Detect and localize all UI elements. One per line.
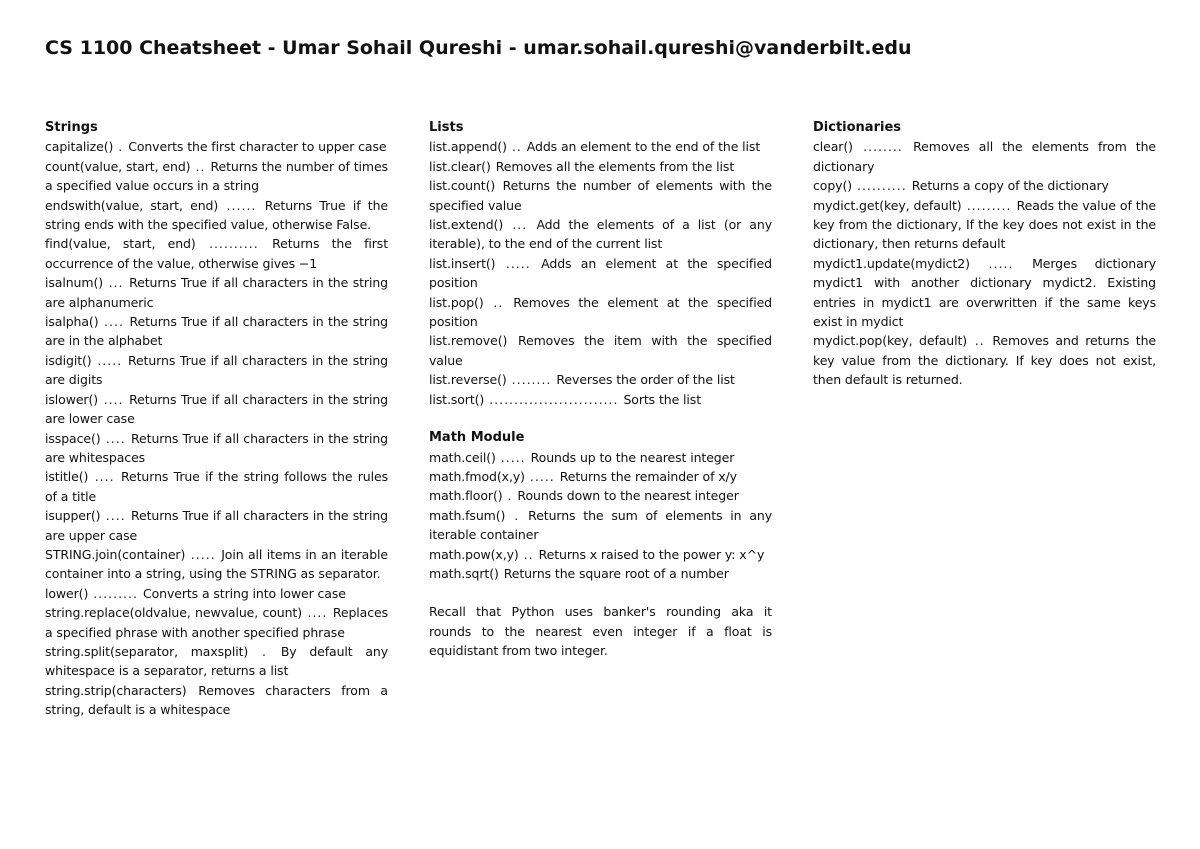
dict-method-entry [813, 254, 1156, 332]
function-description: Returns True if all characters in the string are whitespaces [45, 430, 388, 465]
leader-dots: ........ [506, 372, 557, 388]
strings-list [45, 137, 388, 719]
leader-dots: . [502, 488, 518, 504]
leader-dots: ..... [91, 352, 128, 368]
leader-dots: .... [100, 508, 131, 524]
function-description: Removes the item with the specified value [429, 333, 772, 368]
string-method-entry [45, 312, 388, 351]
leader-dots: .. [967, 333, 993, 349]
leader-dots: .... [302, 605, 333, 621]
leader-dots: .... [100, 430, 132, 446]
leader-dots: ... [103, 275, 130, 291]
function-name: math.ceil() [429, 449, 496, 465]
function-description: Returns x raised to the power y: x^y [538, 546, 765, 562]
list-method-entry [429, 293, 772, 332]
leader-dots: .... [98, 391, 130, 407]
dict-method-entry [813, 196, 1156, 254]
leader-dots: .......... [852, 178, 912, 194]
function-description: Rounds down to the nearest integer [517, 488, 739, 504]
string-method-entry [45, 467, 388, 506]
leader-dots: ........ [852, 139, 914, 155]
function-description: Adds an element to the end of the list [526, 139, 761, 155]
function-description: Replaces a specified phrase with another specified phrase [45, 605, 388, 640]
math-function-entry [429, 564, 772, 583]
math-function-entry [429, 545, 772, 564]
function-description: Returns the number of times a specified value occurs in a string [45, 158, 388, 194]
function-description: By default any whitespace is a separator, returns a list [45, 643, 388, 679]
string-method-entry [45, 681, 388, 720]
leader-dots: . [113, 139, 129, 155]
list-method-entry [429, 390, 772, 409]
string-method-entry [45, 196, 388, 235]
function-name: math.sqrt() [429, 565, 499, 581]
function-description: Returns the square root of a number [503, 565, 729, 581]
function-name: istitle() [45, 469, 89, 485]
lists-heading: Lists [429, 120, 464, 135]
string-method-entry [45, 390, 388, 429]
math-function-entry [429, 448, 772, 467]
function-name: isalpha() [45, 314, 99, 330]
banker-rounding-note: Recall that Python uses banker's rounding aka it rounds to the nearest even integer if a float is equidistant from two integer. [429, 604, 772, 659]
string-method-entry [45, 603, 388, 642]
leader-dots: ..... [524, 468, 560, 484]
dictionaries-list [813, 137, 1156, 389]
string-method-entry [45, 545, 388, 584]
function-description: Rounds up to the nearest integer [530, 449, 735, 465]
function-name: mydict.pop(key, default) [813, 333, 968, 349]
leader-dots: .. [518, 546, 539, 562]
function-name: endswith(value, start, end) [45, 197, 219, 213]
string-method-entry [45, 157, 388, 196]
function-name: count(value, start, end) [45, 158, 191, 174]
string-method-entry [45, 234, 388, 273]
function-description: Removes all the elements from the list [495, 158, 735, 174]
leader-dots: ..... [495, 255, 542, 271]
function-description: Adds an element at the specified position [429, 255, 772, 291]
function-description: Converts the first character to upper case [128, 139, 387, 155]
leader-dots: ..... [185, 546, 222, 562]
function-description: Returns True if all characters in the string are digits [45, 352, 388, 388]
string-method-entry [45, 137, 388, 156]
function-description: Sorts the list [623, 391, 702, 407]
dict-method-entry [813, 176, 1156, 195]
lists-list [429, 137, 772, 409]
function-name: list.reverse() [429, 372, 507, 388]
leader-dots: . [505, 507, 529, 523]
function-name: STRING.join(container) [45, 546, 186, 562]
leader-dots: .. [190, 158, 211, 174]
leader-dots: .... [88, 469, 122, 485]
math-function-entry [429, 467, 772, 486]
function-description: Reads the value of the key from the dictionary, If the key does not exist in the dictionary, then returns default [813, 197, 1156, 252]
dictionaries-column [813, 118, 1156, 390]
function-name: list.count() [429, 178, 496, 194]
function-name: capitalize() [45, 139, 114, 155]
leader-dots: .......... [195, 236, 273, 252]
function-description: Returns True if all characters in the string are upper case [45, 508, 388, 543]
strings-column [45, 118, 388, 720]
strings-heading: Strings [45, 120, 98, 135]
function-description: Returns True if all characters in the string are lower case [45, 391, 388, 427]
function-name: copy() [813, 178, 853, 194]
leader-dots: .... [98, 314, 130, 330]
leader-dots: .......................... [484, 391, 624, 407]
leader-dots: ... [503, 217, 537, 233]
string-method-entry [45, 506, 388, 545]
leader-dots: ......... [88, 585, 143, 601]
leader-dots [507, 333, 518, 348]
leader-dots: . [248, 643, 281, 659]
function-name: list.insert() [429, 255, 496, 271]
function-name: mydict.get(key, default) [813, 197, 962, 213]
function-name: find(value, start, end) [45, 236, 196, 252]
function-name: list.extend() [429, 217, 504, 233]
leader-dots: ..... [969, 255, 1033, 271]
function-name: math.pow(x,y) [429, 546, 519, 562]
string-method-entry [45, 642, 388, 681]
function-name: math.floor() [429, 488, 503, 504]
function-description: Returns the remainder of x/y [559, 468, 737, 484]
leader-dots: ...... [218, 197, 265, 213]
string-method-entry [45, 273, 388, 312]
leader-dots: .. [483, 294, 514, 310]
dict-method-entry [813, 137, 1156, 176]
function-description: Join all items in an iterable container into a string, using the STRING as separator. [45, 546, 388, 582]
function-description: Returns True if the string follows the rules of a title [45, 469, 388, 504]
leader-dots: .. [506, 139, 527, 155]
function-description: Returns the number of elements with the specified value [429, 178, 772, 213]
function-name: clear() [813, 139, 853, 155]
list-method-entry [429, 157, 772, 176]
function-description: Removes and returns the key value from the dictionary. If key does not exist, then default is returned. [813, 333, 1156, 388]
page-title: CS 1100 Cheatsheet - Umar Sohail Qureshi - umar.sohail.qureshi@vanderbilt.edu [45, 37, 912, 59]
function-description: Removes the element at the specified position [429, 294, 772, 330]
function-description: Returns True if all characters in the string are in the alphabet [45, 314, 388, 349]
function-description: Returns a copy of the dictionary [911, 178, 1109, 194]
string-method-entry [45, 584, 388, 603]
function-name: islower() [45, 391, 99, 407]
list-method-entry [429, 137, 772, 156]
list-method-entry [429, 215, 772, 254]
function-name: list.remove() [429, 333, 508, 349]
function-description: Returns the sum of elements in any iterable container [429, 507, 772, 543]
function-name: isalnum() [45, 275, 103, 291]
function-description: Returns the first occurrence of the value, otherwise gives −1 [45, 236, 389, 271]
leader-dots [187, 683, 199, 698]
function-name: list.sort() [429, 391, 485, 407]
list-method-entry [429, 254, 772, 293]
list-method-entry [429, 331, 772, 370]
function-name: math.fsum() [429, 507, 506, 523]
leader-dots: ..... [495, 449, 531, 465]
function-description: Add the elements of a list (or any iterable), to the end of the current list [429, 217, 772, 252]
function-name: lower() [45, 585, 89, 601]
math-list [429, 448, 772, 584]
function-name: isspace() [45, 430, 101, 446]
function-description: Returns True if the string ends with the specified value, otherwise False. [45, 197, 388, 233]
leader-dots [495, 178, 502, 193]
function-name: list.clear() [429, 158, 491, 174]
function-name: list.append() [429, 139, 507, 155]
list-method-entry [429, 370, 772, 389]
function-name: string.replace(oldvalue, newvalue, count) [45, 605, 303, 621]
leader-dots: ......... [961, 197, 1017, 213]
lists-math-column [429, 118, 772, 661]
math-function-entry [429, 506, 772, 545]
function-name: string.split(separator, maxsplit) [45, 643, 249, 659]
list-method-entry [429, 176, 772, 215]
string-method-entry [45, 429, 388, 468]
math-function-entry [429, 486, 772, 505]
function-description: Removes characters from a string, default is a whitespace [45, 682, 388, 718]
dictionaries-heading: Dictionaries [813, 120, 902, 135]
function-name: math.fmod(x,y) [429, 468, 525, 484]
string-method-entry [45, 351, 388, 390]
function-name: list.pop() [429, 294, 484, 310]
function-description: Removes all the elements from the dictionary [813, 139, 1156, 174]
function-description: Converts a string into lower case [142, 585, 346, 601]
math-heading: Math Module [429, 430, 525, 446]
function-description: Returns True if all characters in the string are alphanumeric [45, 275, 388, 310]
dict-method-entry [813, 331, 1156, 389]
function-name: string.strip(characters) [45, 682, 187, 698]
function-name: isdigit() [45, 352, 92, 368]
function-name: isupper() [45, 508, 101, 524]
function-description: Reverses the order of the list [556, 372, 735, 388]
function-description: Merges dictionary mydict1 with another dictionary mydict2. Existing entries in mydict1 are overwritten if the same keys exist in mydict [813, 255, 1156, 330]
function-name: mydict1.update(mydict2) [813, 255, 970, 271]
